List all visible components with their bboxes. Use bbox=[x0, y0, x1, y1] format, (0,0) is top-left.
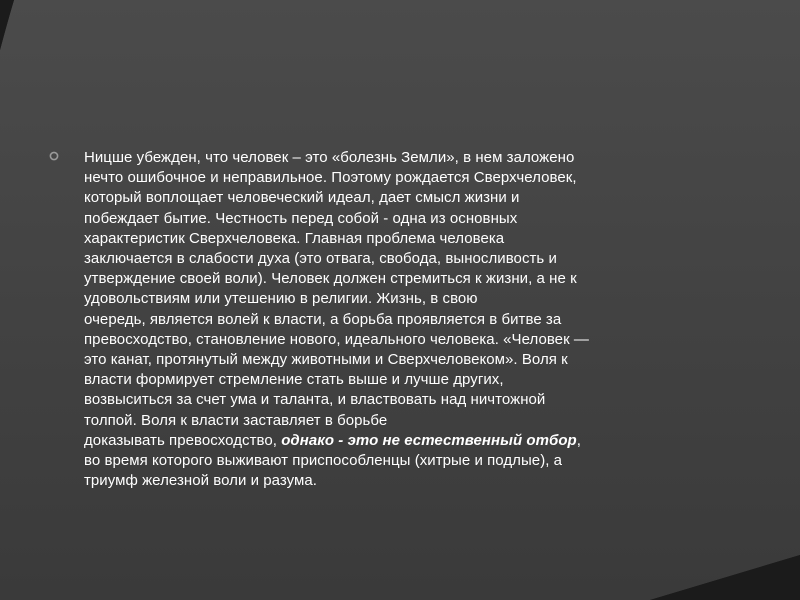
main-paragraph bbox=[84, 148, 708, 491]
paragraph-line: который воплощает человеческий идеал, дает смысл жизни и bbox=[84, 189, 520, 207]
emphasized-phrase: однако - это не естественный отбор bbox=[281, 431, 577, 449]
paragraph-line: во время которого выживают приспособленцы (хитрые и подлые), а bbox=[84, 452, 563, 470]
paragraph-line: это канат, протянутый между животными и Сверхчеловеком». Воля к bbox=[84, 351, 568, 369]
paragraph-line: толпой. Воля к власти заставляет в борьбе bbox=[84, 411, 388, 429]
bullet-item bbox=[48, 148, 708, 491]
paragraph-line: характеристик Сверхчеловека. Главная проблема человека bbox=[84, 229, 505, 247]
paragraph-line bbox=[84, 431, 708, 451]
paragraph-line: побеждает бытие. Честность перед собой - одна из основных bbox=[84, 209, 518, 227]
paragraph-line: нечто ошибочное и неправильное. Поэтому рождается Сверхчеловек, bbox=[84, 169, 577, 187]
paragraph-line: власти формирует стремление стать выше и лучше других, bbox=[84, 371, 504, 389]
paragraph-line: удовольствиям или утешению в религии. Жизнь, в свою bbox=[84, 290, 478, 308]
paragraph-line: заключается в слабости духа (это отвага, свобода, выносливость и bbox=[84, 250, 557, 268]
line-text: доказывать превосходство, bbox=[84, 431, 282, 449]
paragraph-line: Ницше убежден, что человек – это «болезнь Земли», в нем заложено bbox=[84, 149, 575, 166]
content-block bbox=[48, 148, 708, 491]
paragraph-line: утверждение своей воли). Человек должен стремиться к жизни, а не к bbox=[84, 270, 577, 288]
paragraph-line: очередь, является волей к власти, а борьба проявляется в битве за bbox=[84, 310, 562, 328]
line-text: , bbox=[576, 431, 581, 449]
ring-bullet-icon bbox=[48, 148, 84, 162]
paragraph-line: превосходство, становление нового, идеального человека. «Человек — bbox=[84, 330, 589, 348]
paragraph-line: триумф железной воли и разума. bbox=[84, 472, 317, 490]
paragraph-line: возвыситься за счет ума и таланта, и властвовать над ничтожной bbox=[84, 391, 546, 409]
